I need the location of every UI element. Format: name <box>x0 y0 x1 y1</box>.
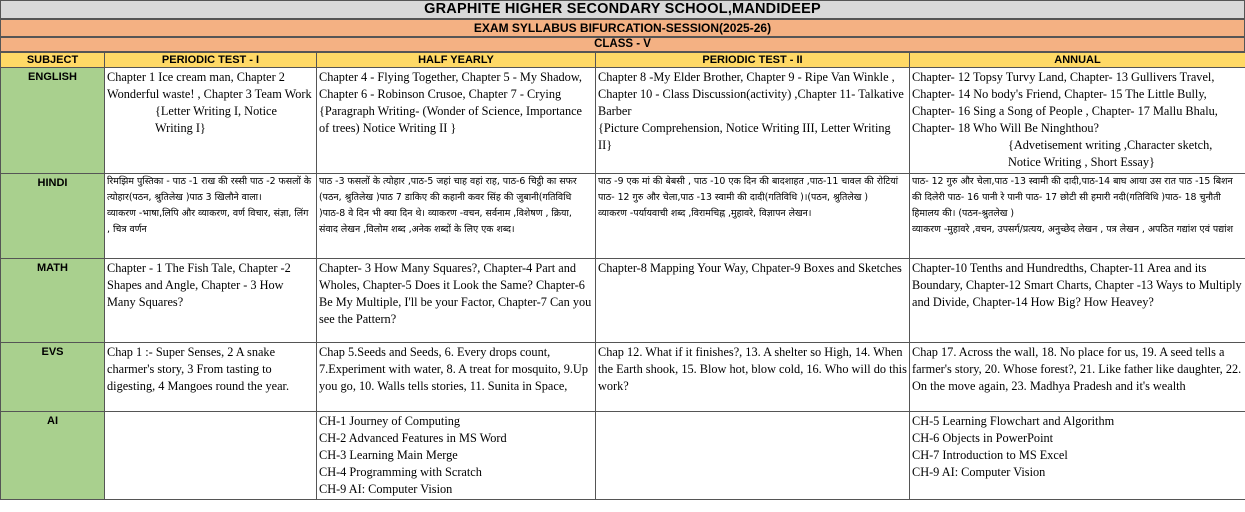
col-half-yearly: HALF YEARLY <box>317 53 596 68</box>
table-row <box>1 259 1245 343</box>
session-title: EXAM SYLLABUS BIFURCATION-SESSION(2025-26) <box>0 19 1245 37</box>
math-pt2: Chapter-8 Mapping Your Way, Chpater-9 Boxes and Sketches <box>596 259 910 343</box>
math-half-yearly: Chapter- 3 How Many Squares?, Chapter-4 Part and Wholes, Chapter-5 Does it Look the Same? Chapter-6 Be My Multiple, I'll be your Factor, Chapter-7 Can you see the Pattern? <box>317 259 596 343</box>
english-pt1: Chapter 1 Ice cream man, Chapter 2 Wonderful waste! , Chapter 3 Team Work {Letter Writing I, Notice Writing I} <box>105 68 317 174</box>
col-annual: ANNUAL <box>910 53 1245 68</box>
hindi-half-yearly: पाठ -3 फसलों के त्योहार ,पाठ-5 जहां चाह वहां राह, पाठ-6 चिट्ठी का सफर (पठन, श्रुतिलेख )पाठ 7 डाकिए की कहानी कवर सिंह की जुबानी(गतिविधि )पाठ-8 वे दिन भी क्या दिन थे। व्याकरण -वचन, सर्वनाम ,विशेषण , क्रिया, संवाद लेखन ,विलोम शब्द ,अनेक शब्दों के लिए एक शब्द। <box>317 174 596 259</box>
subject-ai: AI <box>1 412 105 500</box>
col-subject: SUBJECT <box>1 53 105 68</box>
subject-evs: EVS <box>1 343 105 412</box>
col-periodic-test-2: PERIODIC TEST - II <box>596 53 910 68</box>
math-pt1: Chapter - 1 The Fish Tale, Chapter -2 Shapes and Angle, Chapter - 3 How Many Squares? <box>105 259 317 343</box>
evs-half-yearly: Chap 5.Seeds and Seeds, 6. Every drops count, 7.Experiment with water, 8. A treat for mosquito, 9.Up you go, 10. Walls tells stories, 11. Sunita in Space, <box>317 343 596 412</box>
ai-annual: CH-5 Learning Flowchart and Algorithm CH-6 Objects in PowerPoint CH-7 Introduction to MS Excel CH-9 AI: Computer Vision <box>910 412 1245 500</box>
column-header-row <box>1 53 1245 68</box>
evs-pt1: Chap 1 :- Super Senses, 2 A snake charmer's story, 3 From tasting to digesting, 4 Mangoes round the year. <box>105 343 317 412</box>
table-row <box>1 412 1245 500</box>
math-annual: Chapter-10 Tenths and Hundredths, Chapter-11 Area and its Boundary, Chapter-12 Smart Charts, Chapter -13 Ways to Multiply and Divide, Chapter-14 How Big? How Heavey? <box>910 259 1245 343</box>
syllabus-table <box>0 52 1245 500</box>
hindi-pt1: रिमझिम पुस्तिका - पाठ -1 राख की रस्सी पाठ -2 फसलों के त्योहार(पठन, श्रुतिलेख )पाठ 3 खिलौने वाला। व्याकरण -भाषा,लिपि और व्याकरण, वर्ण विचार, संज्ञा, लिंग , चित्र वर्णन <box>105 174 317 259</box>
hindi-pt2: पाठ -9 एक मां की बेबसी , पाठ -10 एक दिन की बादशाहत ,पाठ-11 चावल की रोटियां पाठ- 12 गुरु और चेला,पाठ -13 स्वामी की दादी(गतिविधि )।(पठन, श्रुतिलेख ) व्याकरण -पर्यायवाची शब्द ,विरामचिह्न ,मुहावरे, विज्ञापन लेखन। <box>596 174 910 259</box>
subject-english: ENGLISH <box>1 68 105 174</box>
col-periodic-test-1: PERIODIC TEST - I <box>105 53 317 68</box>
school-title: GRAPHITE HIGHER SECONDARY SCHOOL,MANDIDEEP <box>0 0 1245 19</box>
english-half-yearly: Chapter 4 - Flying Together, Chapter 5 - My Shadow, Chapter 6 - Robinson Crusoe, Chapter 7 - Crying {Paragraph Writing- (Wonder of Science, Importance of trees) Notice Writing II } <box>317 68 596 174</box>
ai-half-yearly: CH-1 Journey of Computing CH-2 Advanced Features in MS Word CH-3 Learning Main Merge CH-4 Programming with Scratch CH-9 AI: Computer Vision <box>317 412 596 500</box>
class-title: CLASS - V <box>0 37 1245 52</box>
english-annual: Chapter- 12 Topsy Turvy Land, Chapter- 13 Gullivers Travel, Chapter- 14 No body's Friend, Chapter- 15 The Little Bully, Chapter- 16 Sing a Song of People , Chapter- 17 Mallu Bhalu, Chapter- 18 Who Will Be Ninghthou? {Advetisement writing ,Character sketch, Notice Writing , Short Essay} <box>910 68 1245 174</box>
ai-pt2 <box>596 412 910 500</box>
subject-math: MATH <box>1 259 105 343</box>
english-pt2: Chapter 8 -My Elder Brother, Chapter 9 - Ripe Van Winkle , Chapter 10 - Class Discussion(activity) ,Chapter 11- Talkative Barber {Picture Comprehension, Notice Writing III, Letter Writing II} <box>596 68 910 174</box>
table-row <box>1 174 1245 259</box>
ai-pt1 <box>105 412 317 500</box>
subject-hindi: HINDI <box>1 174 105 259</box>
evs-annual: Chap 17. Across the wall, 18. No place for us, 19. A seed tells a farmer's story, 20. Whose forest?, 21. Like father like daughter, 22. On the move again, 23. Madhya Pradesh and it's wealth <box>910 343 1245 412</box>
evs-pt2: Chap 12. What if it finishes?, 13. A shelter so High, 14. When the Earth shook, 15. Blow hot, blow cold, 16. Who will do this work? <box>596 343 910 412</box>
hindi-annual: पाठ- 12 गुरु और चेला,पाठ -13 स्वामी की दादी,पाठ-14 बाघ आया उस रात पाठ -15 बिशन की दिलेरी पाठ- 16 पानी रे पानी पाठ- 17 छोटी सी हमारी नदी(गतिविधि )पाठ- 18 चुनौती हिमालय की। (पठन-श्रुतलेख ) व्याकरण -मुहावरे ,वचन, उपसर्ग/प्रत्यय, अनुच्छेद लेखन , पत्र लेखन , अपठित गद्यांश एवं पद्यांश <box>910 174 1245 259</box>
table-row <box>1 343 1245 412</box>
table-row <box>1 68 1245 174</box>
